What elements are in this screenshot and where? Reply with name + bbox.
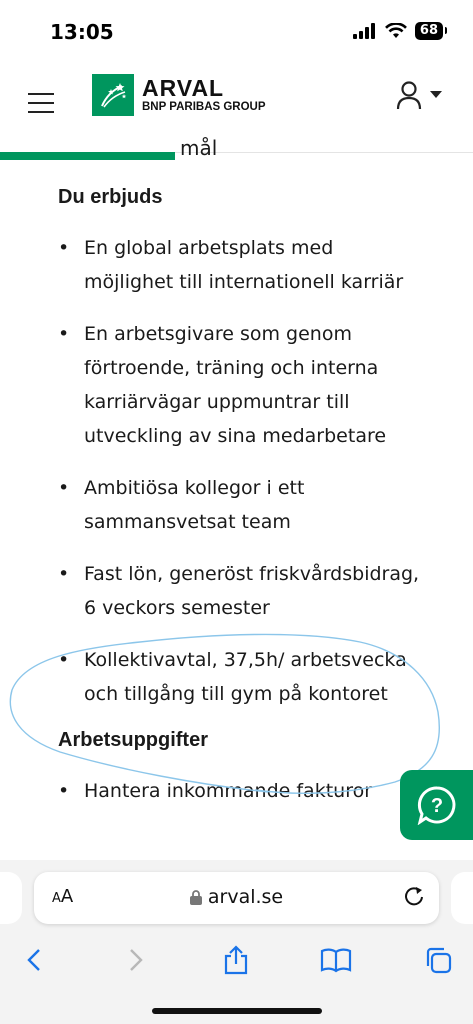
forward-button[interactable]	[116, 940, 156, 980]
chat-question-icon	[417, 785, 457, 825]
truncated-text: mål	[180, 136, 218, 160]
reader-options-button[interactable]: AA	[52, 886, 74, 907]
list-item: • En global arbetsplats med möjlighet till internationell karriär	[58, 231, 428, 299]
help-label: ?	[430, 795, 443, 817]
account-button[interactable]	[396, 80, 442, 110]
next-tab-peek[interactable]	[451, 872, 473, 924]
reading-progress	[0, 152, 473, 160]
reload-button[interactable]	[403, 885, 425, 911]
status-icons	[353, 22, 443, 40]
site-header	[0, 60, 473, 153]
tabs-button[interactable]	[418, 940, 458, 980]
menu-line-icon	[28, 93, 54, 95]
caret-down-icon	[430, 91, 442, 99]
domain-text: arval.se	[207, 886, 284, 908]
list-item: • Kollektivavtal, 37,5h/ arbetsvecka och tillgång till gym på kontoret	[58, 643, 428, 711]
menu-line-icon	[28, 111, 54, 113]
book-icon	[320, 947, 352, 973]
address-bar[interactable]	[34, 872, 439, 924]
list-item: • En arbetsgivare som genom förtroende, träning och interna karriärvägar uppmuntrar till utveckling av sina medarbetare	[58, 317, 428, 453]
reading-progress-fill	[0, 152, 175, 160]
menu-line-icon	[28, 102, 54, 104]
list-item: • Hantera inkommande fakturor	[58, 774, 428, 808]
help-chat-button[interactable]	[400, 770, 473, 840]
reload-icon	[403, 885, 425, 907]
safari-toolbar	[0, 940, 473, 990]
article-content	[58, 186, 428, 826]
bookmarks-button[interactable]	[316, 940, 356, 980]
user-icon	[396, 80, 422, 110]
chevron-right-icon	[129, 948, 143, 972]
brand-name: ARVAL	[142, 74, 225, 101]
wifi-icon	[385, 23, 407, 39]
section-heading-offer: Du erbjuds	[58, 186, 163, 208]
logo-text	[142, 74, 266, 114]
list-item: • Fast lön, generöst friskvårdsbidrag, 6 veckors semester	[58, 557, 428, 625]
section-heading-tasks: Arbetsuppgifter	[58, 729, 208, 751]
lock-icon	[190, 890, 202, 905]
brand-sub: BNP PARIBAS GROUP	[142, 100, 266, 113]
address-domain	[34, 886, 439, 908]
list-item: • Ambitiösa kollegor i ett sammansvetsat team	[58, 471, 428, 539]
back-button[interactable]	[14, 940, 54, 980]
share-button[interactable]	[216, 940, 256, 980]
tabs-icon	[424, 946, 452, 974]
bnp-stars-icon	[92, 74, 134, 116]
browser-chrome	[0, 860, 473, 1024]
offer-list	[58, 231, 428, 711]
previous-tab-peek[interactable]	[0, 872, 22, 924]
home-indicator	[152, 1008, 322, 1014]
status-time: 13:05	[50, 20, 114, 44]
tasks-list	[58, 774, 428, 808]
arval-logo[interactable]	[92, 74, 266, 116]
cellular-signal-icon	[353, 23, 377, 39]
battery-indicator: 68	[415, 22, 443, 40]
status-bar	[0, 0, 473, 60]
menu-button[interactable]	[28, 93, 54, 115]
chevron-left-icon	[27, 948, 41, 972]
share-icon	[223, 945, 249, 975]
